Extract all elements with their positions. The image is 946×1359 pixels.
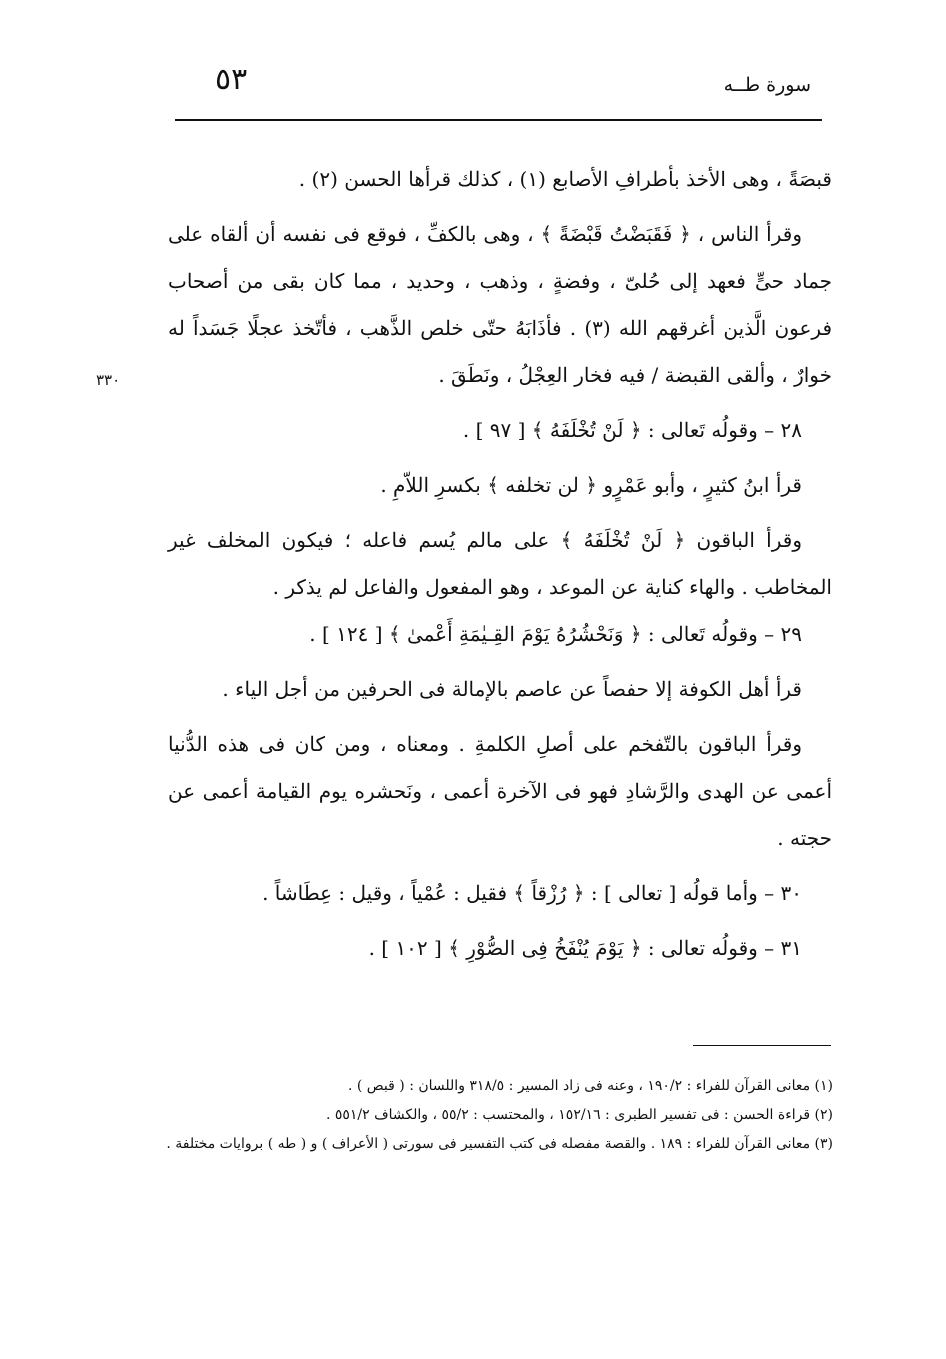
paragraph-verse-30: ٣٠ – وأما قولُه [ تعالى ] : ﴿ رُزْقاً ﴾ فقيل : عُمْياً ، وقيل : عِطَاشاً . [262,881,802,905]
paragraph-1: قبصَةً ، وهى الأخذ بأطرافِ الأصابع (١) ، كذلك قرأها الحسن (٢) . [298,167,832,191]
footnote-2: (٢) قراءة الحسن : فى تفسير الطبرى : ١٥٢/١٦ ، والمحتسب : ٥٥/٢ ، والكشاف ٥٥١/٢ . [325,1107,833,1123]
footnote-3: (٣) معانى القرآن للفراء : ١٨٩ . والقصة مفصله فى كتب التفسير فى سورتى ( الأعراف ) و ( طه ) بروايات مختلفة . [166,1136,833,1152]
paragraph-verse-29: ٢٩ – وقولُه تَعالى : ﴿ وَنَحْشُرُهُ يَوْمَ القِـيٰمَةِ أَعْمىٰ ﴾ [ ١٢٤ ] . [309,622,802,646]
paragraph-4: قرأ ابنُ كثيرٍ ، وأبو عَمْرٍو ﴿ لن تخلفه ﴾ بكسرِ اللاّمِ . [380,473,802,497]
footnotes [165,1072,833,1159]
running-header-surah: سورة طــه [723,74,811,96]
paragraph-5: وقرأ الباقون ﴿ لَنْ تُخْلَفَهُ ﴾ على مالم يُسم فاعله ؛ فيكون المخلف غير المخاطب . والهاء كناية عن الموعد ، وهو المفعول والفاعل لم يذكر . [168,528,832,599]
paragraph-verse-31: ٣١ – وقولُه تعالى : ﴿ يَوْمَ يُنْفَخُ فِى الصُّوْرِ ﴾ [ ١٠٢ ] . [368,936,802,960]
paragraph-8: وقرأ الباقون بالتّفخم على أصلِ الكلمةِ . ومعناه ، ومن كان فى هذه الدُّنيا أعمى عن الهدى والرَّشادِ فهو فى الآخرة أعمى ، ونَحشره يوم القيامة أعمى عن حجته . [168,732,832,850]
paragraph-7: قرأ أهل الكوفة إلا حفصاً عن عاصم بالإمالة فى الحرفين من أجل الياء . [222,677,802,701]
main-text [168,156,832,972]
paragraph-verse-28: ٢٨ – وقولُه تَعالى : ﴿ لَنْ تُخْلَفَهُ ﴾ [ ٩٧ ] . [462,418,802,442]
footnote-1: (١) معانى القرآن للفراء : ١٩٠/٢ ، وعنه فى زاد المسير : ٣١٨/٥ واللسان : ( قبص ) . [347,1078,833,1094]
footnote-rule [693,1045,831,1046]
header-rule [175,119,822,121]
paragraph-2: وقرأ الناس ، ﴿ فَقَبَضْتُ قَبْضَةً ﴾ ، وهى بالكفِّ ، فوقع فى نفسه أن ألقاه على جماد حىٍّ فعهد إلى حُلىّ ، وفضةٍ ، وذهب ، وحديد ، مما كان بقى من أصحاب فرعون الَّذين أغرقهم الله (٣) . فأذَابَهُ حتّى خلص الذَّهب ، فأتّخذ عجلًا جَسَداً له خوارٌ ، وألقى القبضة / فيه فخار العِجْلُ ، ونَطَقَ . [168,222,833,387]
page-number: ٥٣ [215,62,248,97]
margin-page-reference: ٣٣٠ [96,371,121,389]
